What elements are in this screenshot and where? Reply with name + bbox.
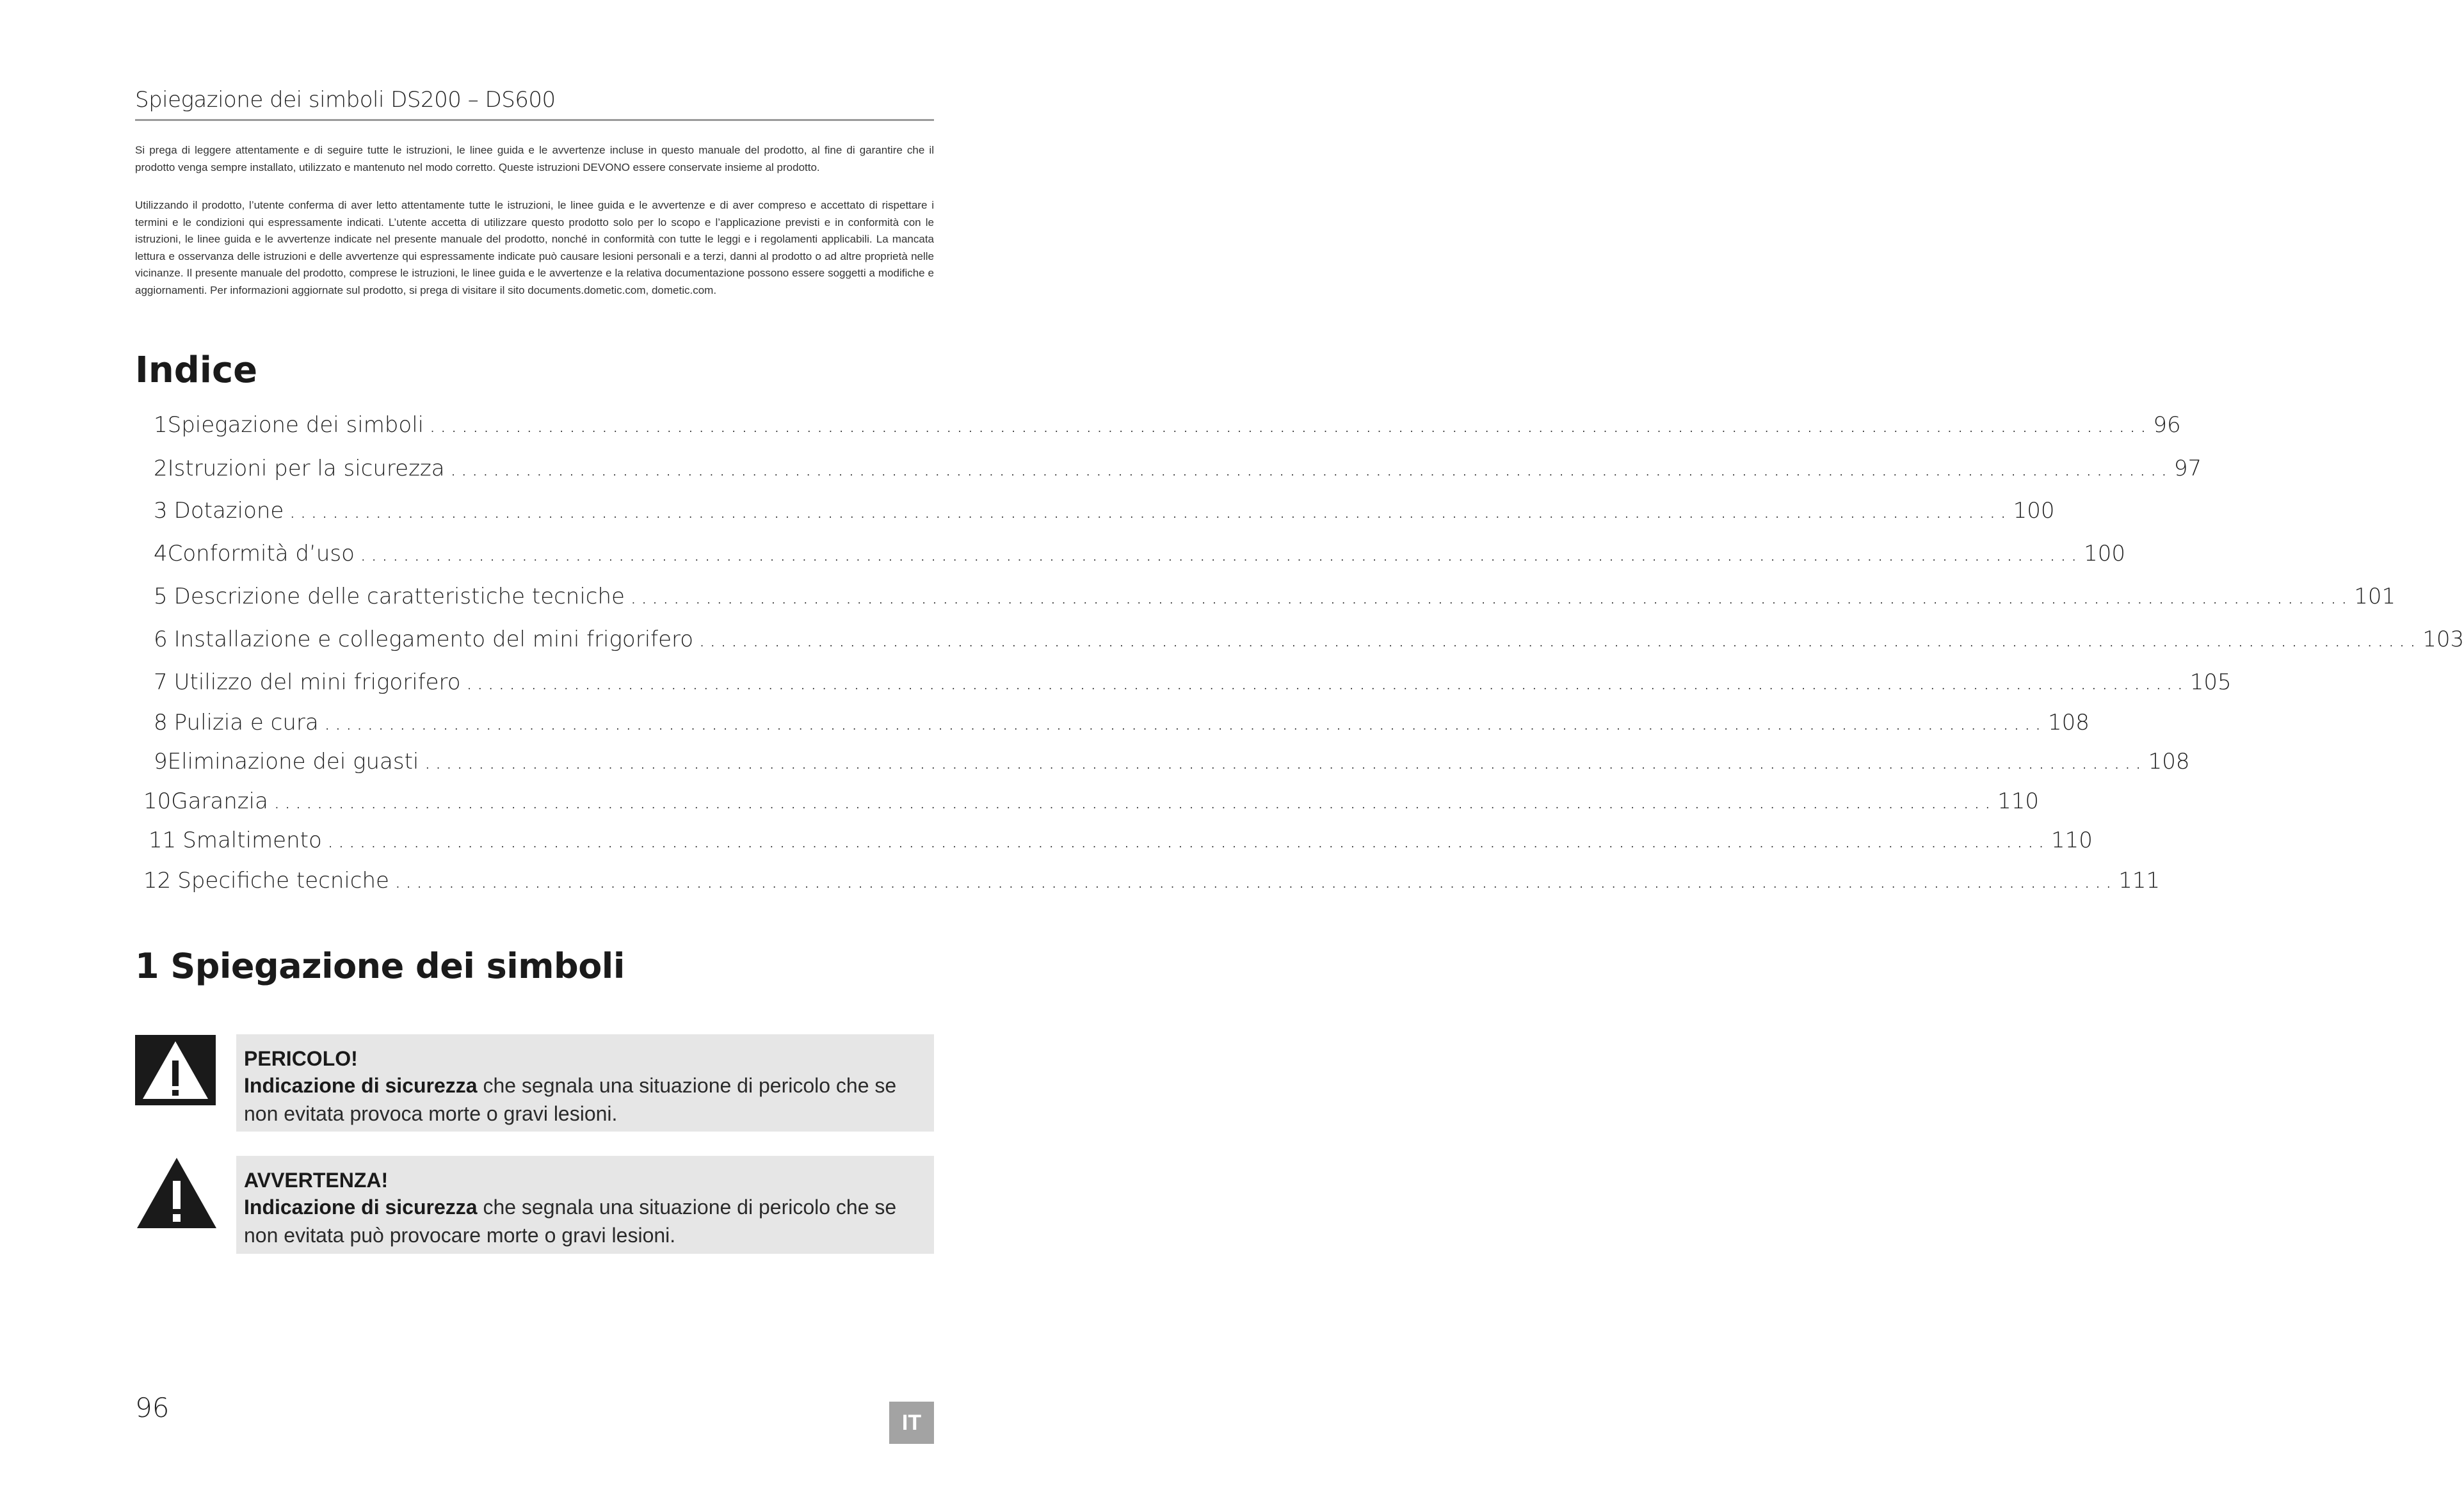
- toc-entry-number: 3: [154, 498, 168, 524]
- toc-entry: [154, 625, 2464, 653]
- toc-entry-title: Garanzia: [171, 789, 268, 814]
- toc-entry-title: Istruzioni per la sicurezza: [167, 456, 445, 481]
- warning-signal-word: AVVERTENZA!: [244, 1169, 389, 1192]
- toc-entry: [154, 454, 2202, 483]
- toc-entry-number: 5: [154, 584, 168, 609]
- warning-triangle-icon: [135, 1155, 218, 1231]
- warning-description: che segnala una situazione di pericolo che se non evitata può provocare morte o gravi lesioni.: [244, 1196, 897, 1247]
- toc-entry-number: 12: [143, 868, 172, 893]
- toc-entry-number: 1: [154, 412, 168, 438]
- toc-entry: [154, 708, 2090, 737]
- toc-entry: [149, 826, 2093, 854]
- toc-leader-dots: ................................................................................................................................................................: [273, 789, 1995, 814]
- toc-entry-number: 9: [154, 749, 168, 774]
- danger-text: [244, 1071, 926, 1128]
- toc-entry-page: 101: [2354, 584, 2396, 609]
- toc-leader-dots: ................................................................................................................................................................: [326, 828, 2049, 853]
- danger-bold-label: Indicazione di sicurezza: [244, 1074, 478, 1097]
- toc-entry-number: 7: [154, 669, 168, 695]
- warning-bold-label: Indicazione di sicurezza: [244, 1196, 478, 1219]
- toc-entry-page: 105: [2189, 669, 2232, 695]
- toc-entry: [143, 867, 2161, 895]
- toc-leader-dots: ................................................................................................................................................................: [394, 868, 2116, 893]
- warning-text: [244, 1193, 926, 1249]
- toc-entry-title: Pulizia e cura: [173, 710, 319, 735]
- toc-entry-page: 100: [2013, 498, 2055, 524]
- toc-leader-dots: ................................................................................................................................................................: [424, 749, 2146, 774]
- toc-entry-number: 6: [154, 627, 168, 652]
- toc-leader-dots: ................................................................................................................................................................: [449, 456, 2171, 481]
- warning-callout: [236, 1156, 934, 1254]
- toc-entry-page: 108: [2148, 749, 2190, 774]
- intro-paragraph-2: Utilizzando il prodotto, l’utente conferma di aver letto attentamente tutte le istruzioni, le linee guida e le avvertenze e di aver compreso e accettato di rispettare i termini e le condizioni qui espressamente indicati. L’utente accetta di utilizzare questo prodotto solo per lo scopo e l’applicazione previsti e in conformità con le istruzioni, le linee guida e le avvertenze indicate nel presente manuale del prodotto, nonché in conformità con tutte le leggi e i regolamenti applicabili. La mancata lettura e osservanza delle istruzioni e delle avvertenze qui espressamente indicate può causare lesioni personali e a terzi, danni al prodotto o ad altre proprietà nelle vicinanze. Il presente manuale del prodotto, comprese le istruzioni, le linee guida e le avvertenze e la relativa documentazione possono essere soggetti a modifiche e aggiornamenti. Per informazioni aggiornate sul prodotto, si prega di visitare il sito documents.dometic.com, dometic.com.: [135, 199, 934, 296]
- toc-entry-title: Dotazione: [173, 498, 284, 524]
- toc-leader-dots: ................................................................................................................................................................: [465, 669, 2187, 695]
- header-rule: [135, 119, 934, 121]
- running-header: Spiegazione dei simboli DS200 – DS600: [135, 87, 556, 113]
- toc-entry-page: 96: [2153, 412, 2181, 438]
- intro-paragraph-1: Si prega di leggere attentamente e di seguire tutte le istruzioni, le linee guida e le avvertenze incluse in questo manuale del prodotto, al fine di garantire che il prodotto venga sempre installato, utilizzato e mantenuto nel modo corretto. Queste istruzioni DEVONO essere conservate insieme al prodotto.: [135, 144, 934, 173]
- toc-entry: [154, 540, 2126, 568]
- toc-entry-title: Descrizione delle caratteristiche tecniche: [173, 584, 625, 609]
- toc-entry-page: 100: [2084, 541, 2126, 566]
- toc-entry-title: Smaltimento: [182, 828, 322, 853]
- toc-leader-dots: ................................................................................................................................................................: [429, 412, 2151, 438]
- toc-entry: [154, 497, 2055, 525]
- toc-entry-title: Utilizzo del mini frigorifero: [173, 669, 461, 695]
- toc-entry-number: 10: [143, 789, 172, 814]
- toc-leader-dots: ................................................................................................................................................................: [359, 541, 2082, 566]
- toc-entry-title: Spiegazione dei simboli: [167, 412, 424, 438]
- danger-callout: [236, 1034, 934, 1132]
- toc-entry-title: Specifiche tecniche: [177, 868, 389, 893]
- toc-entry-page: 103: [2422, 627, 2464, 652]
- toc-leader-dots: ................................................................................................................................................................: [629, 584, 2352, 609]
- language-badge: IT: [889, 1402, 934, 1444]
- toc-leader-dots: ................................................................................................................................................................: [323, 710, 2045, 735]
- toc-entry-title: Eliminazione dei guasti: [167, 749, 419, 774]
- toc-entry-page: 110: [2050, 828, 2093, 853]
- toc-leader-dots: ................................................................................................................................................................: [289, 498, 2011, 524]
- warning-triangle-square-icon: [135, 1035, 216, 1105]
- section-heading: 1 Spiegazione dei simboli: [135, 946, 625, 986]
- toc-entry: [154, 582, 2396, 611]
- toc-entry: [154, 411, 2181, 439]
- toc-entry-title: Conformità d’uso: [167, 541, 355, 566]
- toc-entry-number: 4: [154, 541, 168, 566]
- toc-entry-page: 97: [2173, 456, 2202, 481]
- toc-entry-page: 110: [1997, 789, 2040, 814]
- toc-entry-page: 108: [2047, 710, 2090, 735]
- toc-entry-number: 11: [149, 828, 177, 853]
- toc-heading: Indice: [135, 349, 258, 391]
- toc-entry: [154, 748, 2190, 776]
- toc-leader-dots: ................................................................................................................................................................: [698, 627, 2420, 652]
- toc-entry-page: 111: [2118, 868, 2161, 893]
- toc-entry: [154, 668, 2232, 696]
- toc-entry: [143, 787, 2040, 815]
- danger-description: che segnala una situazione di pericolo che se non evitata provoca morte o gravi lesioni.: [244, 1074, 897, 1125]
- toc-entry-number: 8: [154, 710, 168, 735]
- toc-entry-number: 2: [154, 456, 168, 481]
- page-number: 96: [135, 1392, 170, 1423]
- toc-entry-title: Installazione e collegamento del mini frigorifero: [173, 627, 694, 652]
- danger-signal-word: PERICOLO!: [244, 1047, 358, 1070]
